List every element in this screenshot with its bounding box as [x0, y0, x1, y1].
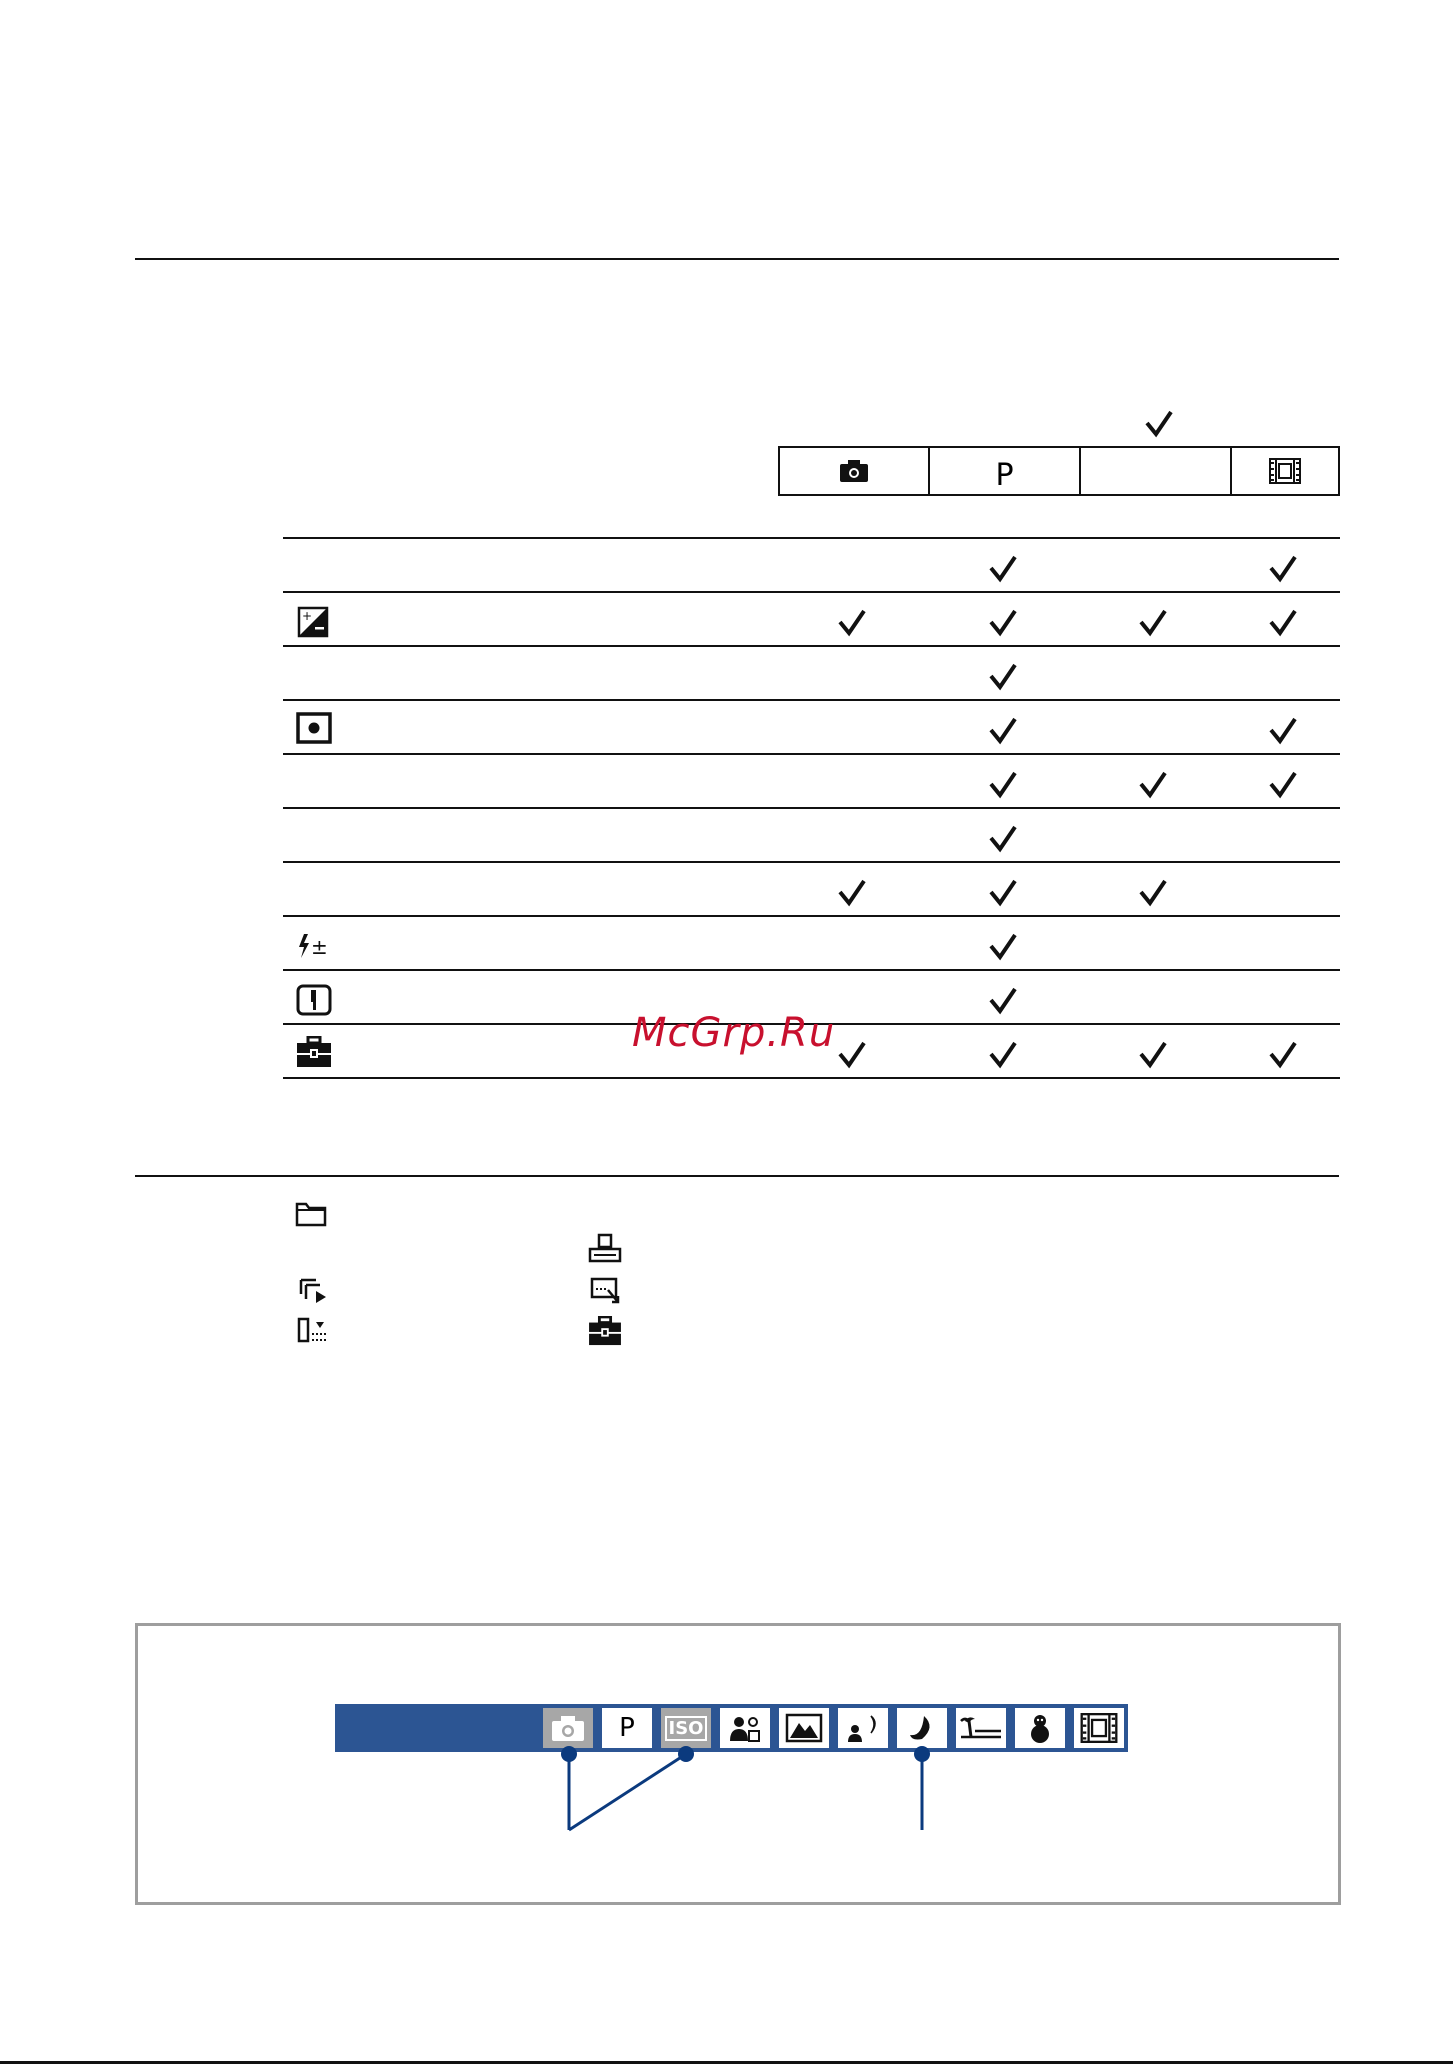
program-label: P — [995, 457, 1014, 493]
program-label: P — [619, 1713, 635, 1743]
svg-text:±: ± — [311, 935, 328, 959]
iso-label: ISO — [665, 1716, 708, 1741]
watermark-text: McGrp.Ru — [632, 1010, 836, 1056]
bottom-rule — [0, 2061, 1453, 2064]
svg-text:+: + — [302, 609, 313, 623]
